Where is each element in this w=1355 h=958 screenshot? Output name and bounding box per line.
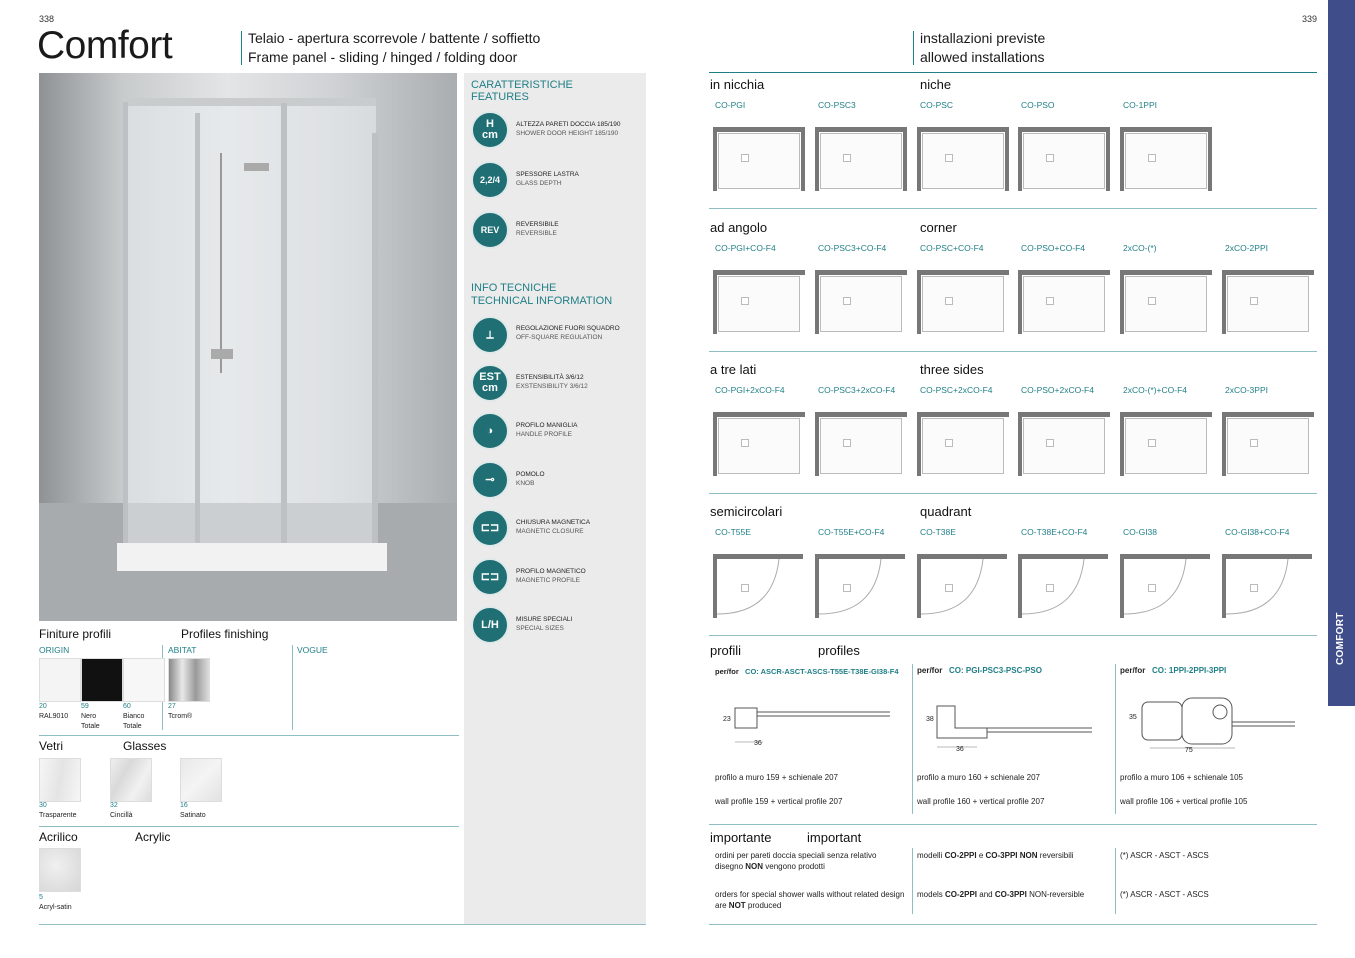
feature-text-en: GLASS DEPTH [516,180,562,187]
installation-diagram [1120,127,1210,187]
important-bold: CO-3PPI NON [985,851,1038,860]
page-number-left: 338 [39,14,55,24]
swatch-name: Bianco [123,713,145,720]
installation-code: 2xCO-(*) [1123,243,1157,253]
finish-swatch-60 [123,658,165,702]
installation-code: 2xCO-2PPI [1225,243,1268,253]
profile-codes: CO: ASCR-ASCT-ASCS-T55E-T38E-GI38-F4 [745,667,899,676]
acrylic-swatch-5 [39,848,81,892]
height-icon: H cm [471,111,509,149]
installation-code: CO-PSC+CO-F4 [920,243,984,253]
profile-drawing-3 [1120,690,1300,755]
row-title-en: quadrant [920,504,972,519]
installation-diagram [815,554,905,614]
installation-diagram [713,412,803,472]
group-vogue: VOGUE [297,645,328,655]
swatch-num: 60 [123,703,131,710]
swatch-num: 5 [39,894,43,901]
features-panel [464,73,646,925]
profile-drawing-2 [917,700,1097,755]
acrylic-title-it: Acrilico [39,830,78,844]
installation-code: CO-PSC [920,100,954,110]
glass-swatch-30 [39,758,81,802]
swatch-name: Trasparente [39,812,77,819]
installation-diagram [1222,270,1312,330]
dim-h: 38 [926,716,934,723]
group-origin: ORIGIN [39,645,70,655]
swatch-num: 32 [110,802,118,809]
feature-text: REVERSIBILE [516,221,559,228]
installation-code: CO-PSC3 [818,100,856,110]
installation-diagram [713,127,803,187]
profile-col-1-header [715,666,899,677]
subtitle-en: Frame panel - sliding / hinged / folding door [248,49,518,65]
installation-diagram [815,127,905,187]
swatch-name: Tcrom® [168,713,193,720]
swatch-name: Acryl-satin [39,904,72,911]
finish-swatch-20 [39,658,81,702]
feature-text-en: REVERSIBLE [516,230,557,237]
dim-h: 35 [1129,714,1137,721]
glass-depth-icon: 2,2/4 [471,161,509,199]
swatch-name: Nero [81,713,97,720]
swatch-num: 16 [180,802,188,809]
row-title-it: ad angolo [710,220,768,235]
profile-col-3-header [1120,665,1226,676]
profile-desc-it: profilo a muro 106 + schienale 105 [1120,773,1243,782]
profile-desc-it: profilo a muro 160 + schienale 207 [917,773,1040,782]
installation-diagram [917,554,1007,614]
installation-code: CO-PGI+CO-F4 [715,243,776,253]
feature-text-en: SHOWER DOOR HEIGHT 185/190 [516,130,619,137]
knob-icon: ⊸ [471,461,509,499]
glass-swatch-16 [180,758,222,802]
tech-text-en: OFF-SQUARE REGULATION [516,334,603,341]
installation-code: CO-GI38 [1123,527,1158,537]
finish-swatch-27 [168,658,210,702]
finishes-title-it: Finiture profili [39,627,112,641]
important-text: models [917,890,946,899]
row-title-it: semicircolari [710,504,783,519]
installation-diagram [917,127,1007,187]
installation-diagram [815,412,905,472]
important-bold: NON [745,862,764,871]
installation-code: CO-PSO+CO-F4 [1021,243,1085,253]
important-bold: CO-3PPI [994,890,1027,899]
tech-text-en: MAGNETIC PROFILE [516,577,580,584]
tech-text-en: EXSTENSIBILITY 3/6/12 [516,383,588,390]
installation-diagram [713,554,803,614]
brand-title: Comfort [37,24,173,67]
row-title-en: corner [920,220,957,235]
important-bold: CO-2PPI [945,890,978,899]
installation-diagram [1120,554,1210,614]
installation-code: CO-T55E [715,527,751,537]
important-text: vengono prodotti [763,862,825,871]
feature-text: ALTEZZA PARETI DOCCIA 185/190 [516,121,621,128]
tech-text: ESTENSIBILITÀ 3/6/12 [516,374,584,381]
installation-code: CO-T55E+CO-F4 [818,527,885,537]
tech-text: MISURE SPECIALI [516,616,573,623]
important-text: e [976,851,986,860]
important-note-en: (*) ASCR - ASCT - ASCS [1120,890,1209,899]
important-text: NON-reversible [1026,890,1085,899]
installation-diagram [917,270,1007,330]
installation-diagram [1018,127,1108,187]
installation-code: CO-PSC3+2xCO-F4 [818,385,896,395]
group-abitat: ABITAT [168,645,197,655]
row-title-it: a tre lati [710,362,757,377]
tech-text: REGOLAZIONE FUORI SQUADRO [516,325,620,332]
important-note-it: (*) ASCR - ASCT - ASCS [1120,851,1209,860]
profile-codes: CO: PGI-PSC3-PSC-PSO [949,666,1042,675]
finish-swatch-59 [81,658,123,702]
glasses-title-en: Glasses [123,739,167,753]
profile-desc-en: wall profile 159 + vertical profile 207 [715,797,843,806]
installation-diagram [917,412,1007,472]
side-tab-label: COMFORT [1335,612,1346,665]
tech-text: POMOLO [516,471,545,478]
important-bold: CO-2PPI [944,851,977,860]
extensibility-icon: EST cm [471,364,509,402]
handle-profile-icon: ◑ [471,412,509,450]
swatch-name: Cincillà [110,812,133,819]
installation-diagram [1222,554,1312,614]
installation-diagram [1018,412,1108,472]
swatch-name: Satinato [180,812,206,819]
profile-desc-en: wall profile 160 + vertical profile 207 [917,797,1045,806]
tech-title-it: INFO TECNICHE [471,282,557,294]
installations-en: allowed installations [920,49,1045,65]
product-photo [39,73,457,621]
swatch-num: 27 [168,703,176,710]
finishes-title-en: Profiles finishing [181,627,269,641]
installation-code: 2xCO-3PPI [1225,385,1268,395]
swatch-num: 30 [39,802,47,809]
installation-diagram [1222,412,1312,472]
profile-codes: CO: 1PPI-2PPI-3PPI [1152,666,1227,675]
tech-text-en: MAGNETIC CLOSURE [516,528,584,535]
magnetic-closure-icon: ⊏⊐ [471,509,509,547]
installation-diagram [1018,270,1108,330]
row-title-en: three sides [920,362,984,377]
swatch-num: 20 [39,703,47,710]
installation-code: CO-PGI [715,100,746,110]
tech-text-en: HANDLE PROFILE [516,431,572,438]
important-bold: NOT [728,901,746,910]
swatch-name2: Totale [81,723,100,730]
tech-text-en: KNOB [516,480,535,487]
installation-diagram [815,270,905,330]
installation-code: CO-1PPI [1123,100,1158,110]
important-text: and [977,890,995,899]
side-tab [1328,0,1355,706]
acrylic-title-en: Acrylic [135,830,171,844]
installation-code: CO-GI38+CO-F4 [1225,527,1290,537]
important-text: ordini per pareti doccia speciali senza relativo disegno [715,851,877,871]
swatch-name: RAL9010 [39,713,69,720]
perfor-label: per/for [1120,666,1146,675]
dim-h: 23 [723,716,731,723]
dim-w: 36 [956,746,964,753]
profiles-title-en: profiles [818,643,860,658]
installation-diagram [1120,412,1210,472]
tech-text: PROFILO MANIGLIA [516,422,578,429]
important-text: orders for special shower walls without related design are [715,890,905,910]
tech-title-en: TECHNICAL INFORMATION [471,295,613,307]
important-text: reversibili [1037,851,1074,860]
swatch-name2: Totale [123,723,142,730]
installations-it: installazioni previste [920,30,1046,46]
profile-desc-en: wall profile 106 + vertical profile 105 [1120,797,1248,806]
subtitle-it: Telaio - apertura scorrevole / battente / soffietto [248,30,541,46]
profile-col-2-header [917,665,1042,676]
dim-w: 36 [754,740,762,747]
installation-diagram [1120,270,1210,330]
reversible-icon: REV [471,211,509,249]
tech-text-en: SPECIAL SIZES [516,625,564,632]
installation-code: CO-PSO+2xCO-F4 [1021,385,1094,395]
installation-code: CO-T38E+CO-F4 [1021,527,1088,537]
installation-code: 2xCO-(*)+CO-F4 [1123,385,1187,395]
installation-code: CO-PSC3+CO-F4 [818,243,887,253]
page-number-right: 339 [1302,14,1318,24]
perfor-label: per/for [917,666,943,675]
profile-drawing-1 [715,700,895,750]
important-text: modelli [917,851,945,860]
dim-w: 75 [1185,747,1193,754]
installation-code: CO-T38E [920,527,956,537]
installation-code: CO-PSO [1021,100,1055,110]
perfor-label: per/for [715,667,739,676]
features-title-it: CARATTERISTICHE [471,79,573,91]
row-title-en: niche [920,77,952,92]
swatch-num: 59 [81,703,89,710]
installation-diagram [1018,554,1108,614]
installation-diagram [713,270,803,330]
profile-desc-it: profilo a muro 159 + schienale 207 [715,773,838,782]
tech-text: PROFILO MAGNETICO [516,568,586,575]
installation-code: CO-PSC+2xCO-F4 [920,385,993,395]
glass-swatch-32 [110,758,152,802]
row-title-it: in nicchia [710,77,765,92]
important-title-it: importante [710,830,772,845]
profiles-title-it: profili [710,643,742,658]
features-title-en: FEATURES [471,91,529,103]
important-title-en: important [807,830,862,845]
tech-text: CHIUSURA MAGNETICA [516,519,591,526]
glasses-title-it: Vetri [39,739,64,753]
off-square-icon: ⟂ [471,316,509,354]
magnetic-profile-icon: ⊏⊐ [471,558,509,596]
special-sizes-icon: L/H [471,606,509,644]
installation-code: CO-PGI+2xCO-F4 [715,385,785,395]
feature-text: SPESSORE LASTRA [516,171,579,178]
important-text: produced [745,901,782,910]
